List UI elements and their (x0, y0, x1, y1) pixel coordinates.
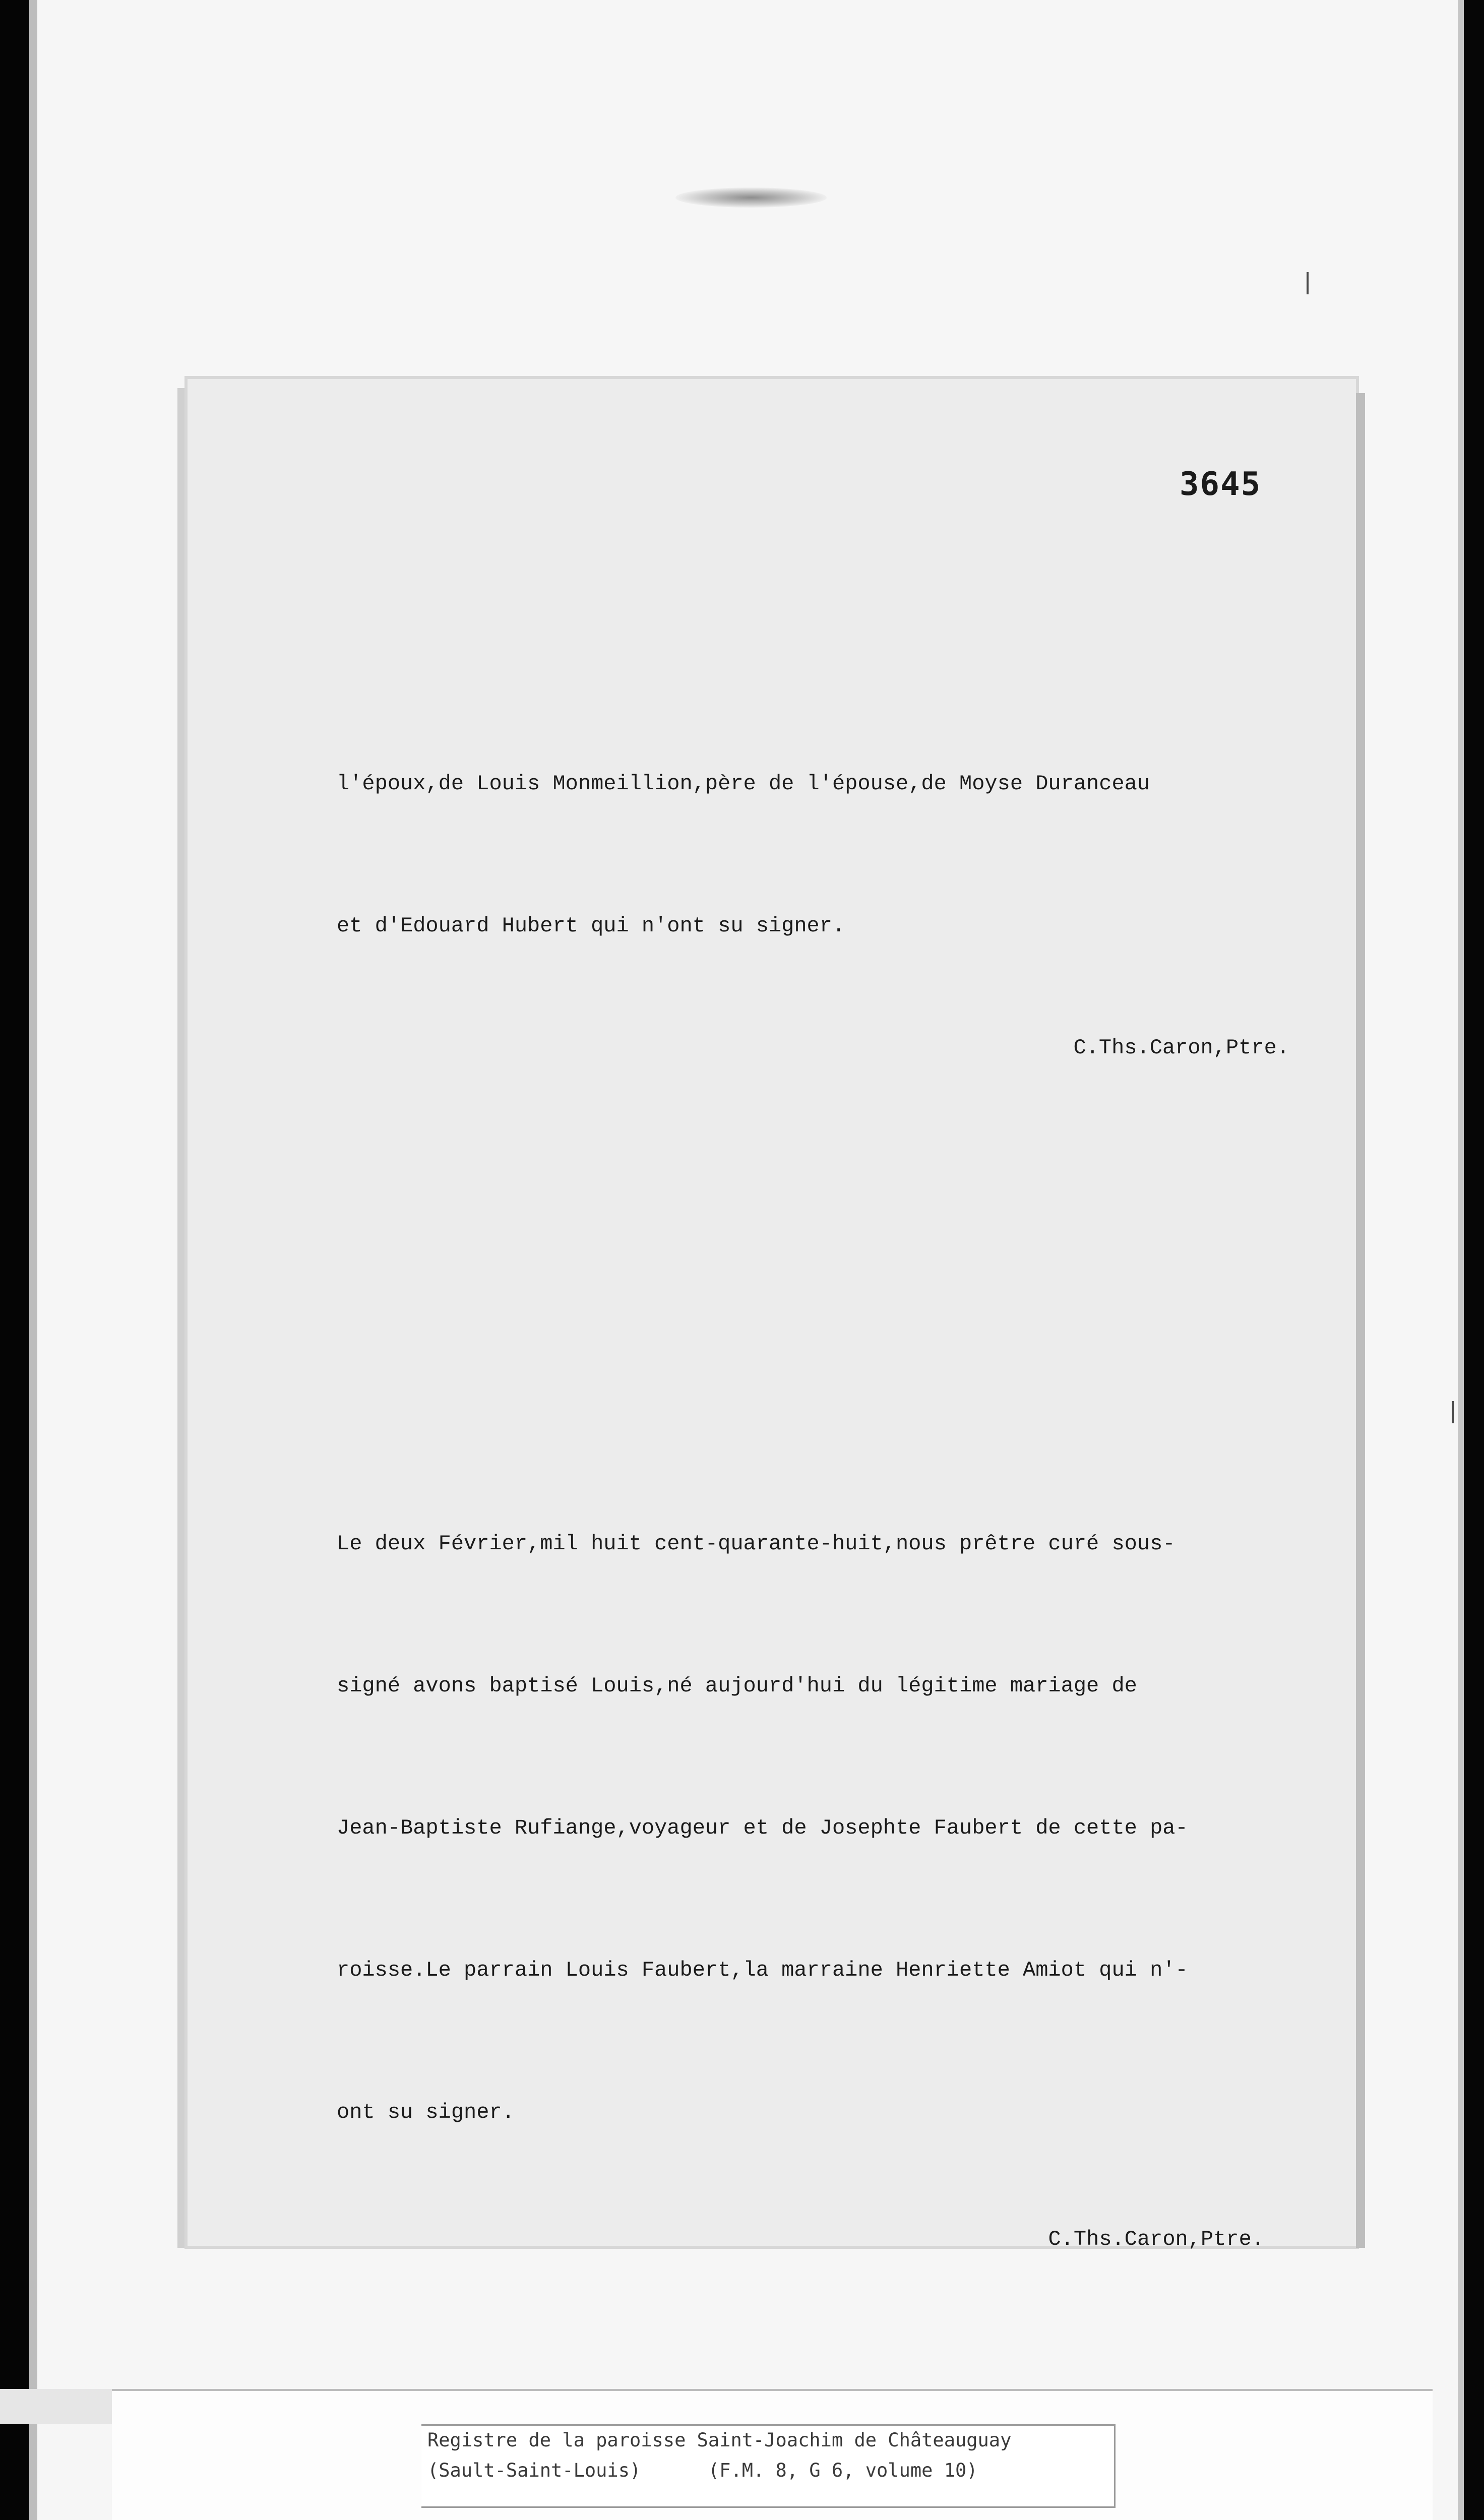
entry-signature: C.Ths.Caron,Ptre. (1073, 1036, 1289, 1060)
film-border-right (1464, 0, 1484, 2520)
entry-line: roisse.Le parrain Louis Faubert,la marraine Henriette Amiot qui n'- (337, 1958, 1188, 1982)
entry-line: ont su signer. (337, 2100, 515, 2124)
caption-tab (0, 2389, 116, 2424)
register-entry (337, 1425, 1294, 2358)
entry-line: l'époux,de Louis Monmeillion,père de l'épouse,de Moyse Duranceau (337, 772, 1150, 796)
film-border-left-inner (29, 0, 37, 2520)
entry-line: Le deux Février,mil huit cent-quarante-huit,nous prêtre curé sous- (337, 1532, 1176, 1556)
film-border-right-inner (1458, 0, 1464, 2520)
archive-label-line: Registre de la paroisse Saint-Joachim de Châteauguay (427, 2429, 1012, 2451)
entry-line: et d'Edouard Hubert qui n'ont su signer. (337, 914, 845, 938)
scan-smudge (675, 187, 827, 208)
film-border-left (0, 0, 29, 2520)
page-edge-right (1356, 393, 1365, 2248)
page-number: 3645 (1180, 466, 1262, 503)
entry-line: signé avons baptisé Louis,né aujourd'hui du légitime mariage de (337, 1674, 1137, 1698)
scan-tick-mark (1307, 272, 1309, 294)
entry-line: Jean-Baptiste Rufiange,voyageur et de Josephte Faubert de cette pa- (337, 1816, 1188, 1840)
archive-label-line: (Sault-Saint-Louis) (F.M. 8, G 6, volume 10) (427, 2460, 978, 2481)
register-entry (337, 665, 1294, 1166)
register-text (337, 523, 1294, 2520)
scan-tick-mark (1452, 1401, 1454, 1423)
entry-signature: C.Ths.Caron,Ptre. (1048, 2227, 1264, 2251)
